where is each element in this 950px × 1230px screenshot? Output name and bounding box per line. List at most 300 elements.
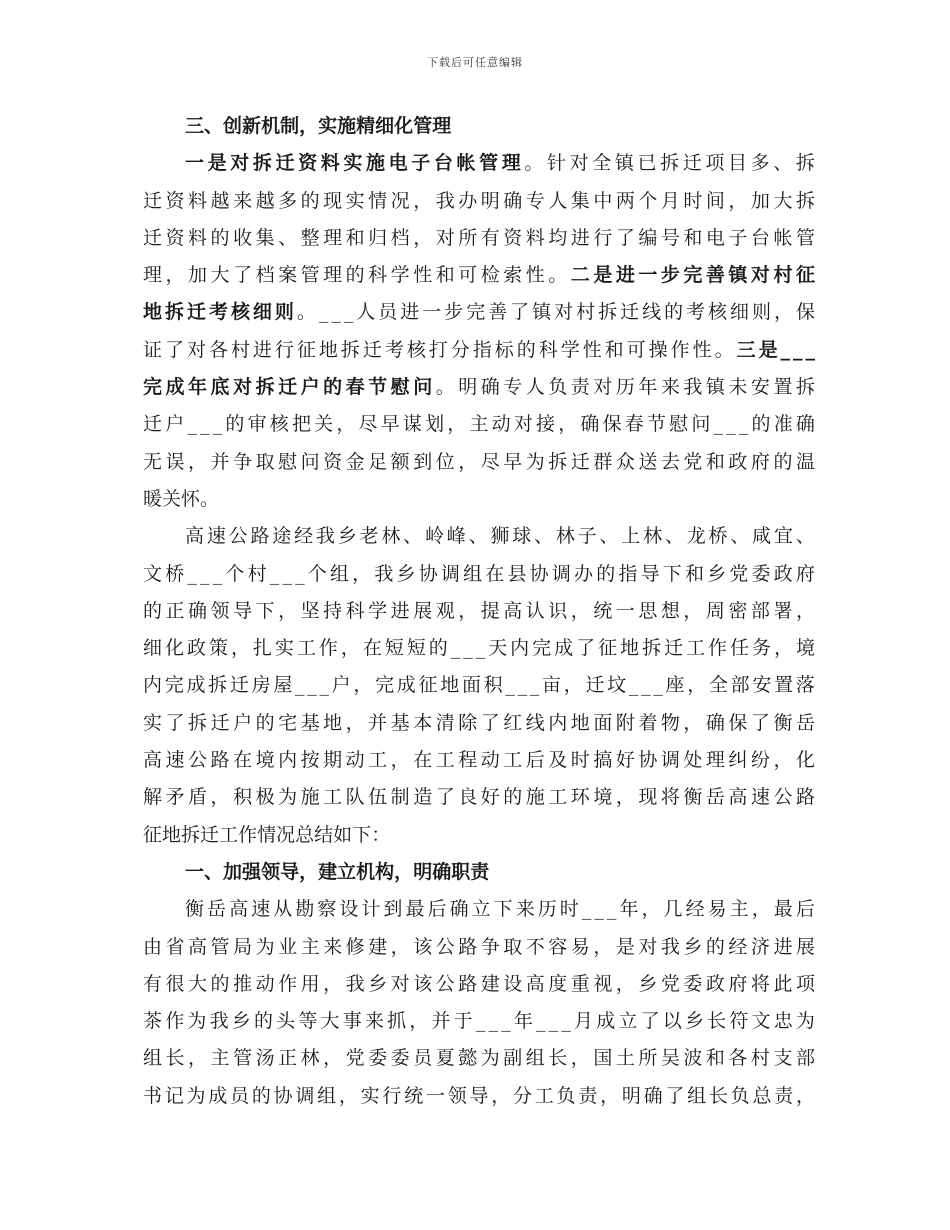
char: 高 <box>185 525 205 548</box>
char: 委 <box>751 562 771 585</box>
char: 行 <box>382 1084 402 1107</box>
char: 龙 <box>686 525 706 548</box>
char: 归 <box>368 226 388 249</box>
char: 并 <box>210 450 230 473</box>
char: 结 <box>314 823 334 846</box>
char: 拆 <box>548 450 568 473</box>
bold-char: 是 <box>593 264 613 287</box>
char: _ <box>713 413 724 436</box>
char: 此 <box>773 972 793 995</box>
bold-char: 理 <box>432 115 452 137</box>
char: 有 <box>143 972 163 995</box>
bold-char: 确 <box>432 860 452 883</box>
char: 未 <box>728 376 748 399</box>
char: 对 <box>186 338 206 361</box>
char: 提 <box>480 599 500 622</box>
char: 乡 <box>396 562 416 585</box>
char: _ <box>331 301 341 324</box>
char: 对 <box>638 935 658 958</box>
char: ， <box>687 674 707 697</box>
char: 下 <box>255 599 275 622</box>
char: 组 <box>143 1047 163 1070</box>
char: 怀 <box>181 487 201 510</box>
char: 性 <box>413 264 433 287</box>
char: 足 <box>368 450 388 473</box>
char: 了 <box>435 786 455 809</box>
char: 历 <box>615 376 635 399</box>
char: _ <box>536 1010 546 1033</box>
char: 主 <box>300 935 320 958</box>
char: 周 <box>705 599 725 622</box>
char: 拆 <box>642 637 662 660</box>
bold-char: 进 <box>615 264 635 287</box>
bold-char: 拆 <box>255 376 275 399</box>
char: 宅 <box>278 711 298 734</box>
char: 迁 <box>210 711 230 734</box>
char: 内 <box>510 637 530 660</box>
bold-char: 立 <box>337 860 357 883</box>
char: 保 <box>795 301 815 324</box>
char: 加 <box>750 189 770 212</box>
char: 和 <box>345 226 365 249</box>
char: 观 <box>435 599 455 622</box>
char: 线 <box>525 711 545 734</box>
char: 台 <box>750 226 770 249</box>
char: 理 <box>323 264 343 287</box>
char: 设 <box>339 898 359 921</box>
char: 现 <box>323 189 343 212</box>
char: 、 <box>795 525 815 548</box>
char: 、 <box>278 226 298 249</box>
char: 迁 <box>200 823 220 846</box>
char: _ <box>726 413 736 436</box>
char: 春 <box>624 413 644 436</box>
char: 学 <box>560 338 580 361</box>
char: 地 <box>440 674 460 697</box>
char: 修 <box>345 935 365 958</box>
char: 党 <box>660 972 680 995</box>
char: 进 <box>390 599 410 622</box>
char: 大 <box>320 1010 340 1033</box>
char: 高 <box>229 898 249 921</box>
char: 为 <box>525 450 545 473</box>
char: _ <box>561 1010 571 1033</box>
char: 文 <box>751 1010 771 1033</box>
bold-char: 料 <box>320 152 340 175</box>
char: 长 <box>548 1047 568 1070</box>
char: 任 <box>730 637 750 660</box>
char: 项 <box>705 152 725 175</box>
char: _ <box>641 674 651 697</box>
char: 桥 <box>165 562 185 585</box>
char: 迁 <box>620 301 640 324</box>
char: 务 <box>752 637 772 660</box>
bold-char: 二 <box>570 264 590 287</box>
char: 狮 <box>490 525 510 548</box>
char: 大 <box>188 972 208 995</box>
char: 准 <box>773 413 793 436</box>
char: 在 <box>485 562 505 585</box>
char: 金 <box>345 450 365 473</box>
char: 本 <box>413 711 433 734</box>
char: 打 <box>428 338 448 361</box>
char: 工 <box>534 1084 554 1107</box>
char: 盾 <box>188 786 208 809</box>
char: 分 <box>450 338 470 361</box>
char: 两 <box>615 189 635 212</box>
bold-char: 迁 <box>275 152 295 175</box>
char: 察 <box>317 898 337 921</box>
char: 标 <box>494 338 514 361</box>
char: ， <box>323 972 343 995</box>
char: 视 <box>593 972 613 995</box>
char: 省 <box>165 935 185 958</box>
bold-char: 镇 <box>728 264 748 287</box>
char: 内 <box>278 749 298 772</box>
char: 并 <box>368 711 388 734</box>
char: 是 <box>615 935 635 958</box>
char: 组 <box>687 1084 707 1107</box>
char: ， <box>345 711 365 734</box>
char: 后 <box>795 898 815 921</box>
char: 年 <box>638 376 658 399</box>
char: 下 <box>493 898 513 921</box>
char: 征 <box>296 338 316 361</box>
bold-char: 责 <box>470 860 490 883</box>
char: 短 <box>384 637 404 660</box>
char: _ <box>529 674 540 697</box>
char: 为 <box>186 1084 206 1107</box>
bold-char: 成 <box>165 376 185 399</box>
bold-char: 核 <box>230 301 250 324</box>
char: 化 <box>795 749 815 772</box>
char: _ <box>475 1010 486 1033</box>
char: 科 <box>345 599 365 622</box>
char: 的 <box>143 599 163 622</box>
char: ， <box>751 898 771 921</box>
bold-char: 细 <box>375 115 395 137</box>
char: _ <box>295 562 305 585</box>
char: 成 <box>186 674 206 697</box>
char: 对 <box>593 376 613 399</box>
bold-char: 对 <box>233 376 253 399</box>
char: 行 <box>593 226 613 249</box>
char: 负 <box>548 376 568 399</box>
char: 署 <box>773 599 793 622</box>
char: 拆 <box>181 823 201 846</box>
char: ， <box>491 1084 511 1107</box>
char: 后 <box>525 749 545 772</box>
char: 导 <box>233 599 253 622</box>
char: ， <box>278 599 298 622</box>
char: 懿 <box>458 1047 478 1070</box>
char: 确 <box>449 898 469 921</box>
char: 内 <box>143 674 163 697</box>
char: 专 <box>525 189 545 212</box>
bold-char: 步 <box>660 264 680 287</box>
char: 性 <box>525 264 545 287</box>
char: 理 <box>705 749 725 772</box>
char: 线 <box>642 301 662 324</box>
char: ， <box>352 562 372 585</box>
char: 安 <box>750 376 770 399</box>
char: 屋 <box>273 674 293 697</box>
char: 拆 <box>660 152 680 175</box>
char: 拆 <box>598 301 618 324</box>
bold-char: 户 <box>300 376 320 399</box>
char: 经 <box>685 898 705 921</box>
text-line <box>143 929 815 966</box>
char: 该 <box>413 935 433 958</box>
char: 子 <box>728 226 748 249</box>
char: 迁 <box>682 152 702 175</box>
char: 理 <box>323 226 343 249</box>
char: 岭 <box>424 525 444 548</box>
char: 红 <box>503 711 523 734</box>
char: 个 <box>225 562 245 585</box>
char: 况 <box>390 189 410 212</box>
char: 调 <box>551 562 571 585</box>
char: 学 <box>368 599 388 622</box>
text-line <box>143 481 815 518</box>
char: ， <box>563 674 583 697</box>
char: 指 <box>472 338 492 361</box>
char: 境 <box>255 749 275 772</box>
text-line <box>143 220 815 257</box>
char: 委 <box>683 972 703 995</box>
char: 展 <box>795 935 815 958</box>
char: 间 <box>705 189 725 212</box>
char: 为 <box>480 1047 500 1070</box>
char: 作 <box>238 823 258 846</box>
char: 镇 <box>614 152 634 175</box>
char: ， <box>795 599 815 622</box>
char: 谋 <box>402 413 422 436</box>
char: 公 <box>435 935 455 958</box>
bold-char: 帐 <box>456 152 476 175</box>
bold-char: _ <box>805 338 815 361</box>
bold-char: 资 <box>298 152 318 175</box>
char: 了 <box>480 711 500 734</box>
char: 拆 <box>208 674 228 697</box>
char: 抓 <box>387 1010 407 1033</box>
char: 路 <box>250 525 270 548</box>
char: ， <box>593 935 613 958</box>
char: 良 <box>458 786 478 809</box>
char: _ <box>307 674 317 697</box>
char: 造 <box>413 786 433 809</box>
char: ， <box>641 898 661 921</box>
char: ， <box>390 749 410 772</box>
char: 办 <box>574 562 594 585</box>
char: 无 <box>143 450 163 473</box>
bold-char: 子 <box>411 152 431 175</box>
char: 了 <box>576 637 596 660</box>
char: 该 <box>413 972 433 995</box>
char: _ <box>606 898 617 921</box>
char: 高 <box>728 786 748 809</box>
bold-char: 施 <box>337 115 357 137</box>
char: 于 <box>453 1010 473 1033</box>
char: 指 <box>618 562 638 585</box>
char: 村 <box>230 338 250 361</box>
char: ， <box>390 935 410 958</box>
char: 、 <box>664 525 684 548</box>
char: 并 <box>431 1010 451 1033</box>
char: 所 <box>638 1047 658 1070</box>
char: 细 <box>143 637 163 660</box>
char: 路 <box>458 972 478 995</box>
char: 想 <box>660 599 680 622</box>
char: 确 <box>705 711 725 734</box>
char: 的 <box>345 264 365 287</box>
char: 乡 <box>638 972 658 995</box>
char: _ <box>200 413 210 436</box>
char: 料 <box>525 226 545 249</box>
text-line <box>143 1040 815 1077</box>
char: 拆 <box>188 711 208 734</box>
char: 有 <box>480 226 500 249</box>
char: 经 <box>294 525 314 548</box>
char: 部 <box>795 1047 815 1070</box>
char: 迁 <box>570 450 590 473</box>
char: 来 <box>233 189 253 212</box>
char: 路 <box>210 749 230 772</box>
char: 完 <box>532 637 552 660</box>
bold-char: 实 <box>343 152 363 175</box>
char: 地 <box>570 711 590 734</box>
bold-char: 三 <box>185 115 205 137</box>
char: _ <box>187 562 197 585</box>
bold-char: 善 <box>705 264 725 287</box>
bold-char: 构 <box>375 860 395 883</box>
char: 的 <box>251 1084 271 1107</box>
char: 为 <box>187 1010 207 1033</box>
char: 展 <box>413 599 433 622</box>
char: 档 <box>390 226 410 249</box>
char: 工 <box>686 637 706 660</box>
char: 施 <box>300 786 320 809</box>
char: 历 <box>537 898 557 921</box>
bold-char: 拆 <box>252 152 272 175</box>
char: 县 <box>507 562 527 585</box>
char: 由 <box>143 935 163 958</box>
char: 思 <box>638 599 658 622</box>
char: 长 <box>708 1084 728 1107</box>
char: 核 <box>269 413 289 436</box>
char: _ <box>475 637 486 660</box>
char: 勘 <box>295 898 315 921</box>
char: 误 <box>165 450 185 473</box>
char: 咸 <box>752 525 772 548</box>
char: 尽 <box>358 413 378 436</box>
char: 清 <box>435 711 455 734</box>
char: _ <box>450 637 461 660</box>
char: 拆 <box>340 338 360 361</box>
char: 公 <box>228 525 248 548</box>
char: 持 <box>323 599 343 622</box>
char: 拆 <box>795 152 815 175</box>
char: 学 <box>390 264 410 287</box>
char: 所 <box>458 226 478 249</box>
char: 党 <box>345 1047 365 1070</box>
char: 短 <box>406 637 426 660</box>
bold-char: 底 <box>210 376 230 399</box>
char: ， <box>458 599 478 622</box>
text-line <box>143 108 815 145</box>
char: 路 <box>795 786 815 809</box>
char: 进 <box>570 226 590 249</box>
char: 我 <box>683 376 703 399</box>
char: 吴 <box>660 1047 680 1070</box>
char: ， <box>458 450 478 473</box>
char: 汤 <box>255 1047 275 1070</box>
char: 集 <box>255 226 275 249</box>
char: _ <box>517 674 528 697</box>
char: ， <box>600 1084 620 1107</box>
char: 密 <box>728 599 748 622</box>
char: 政 <box>705 972 725 995</box>
char: ， <box>615 972 635 995</box>
char: 乡 <box>231 1010 251 1033</box>
bold-char: 台 <box>433 152 453 175</box>
bold-char: 机 <box>261 115 281 137</box>
bold-char: 一 <box>185 860 205 883</box>
char: 调 <box>295 1084 315 1107</box>
char: 房 <box>251 674 271 697</box>
char: 高 <box>525 972 545 995</box>
char: 主 <box>729 898 749 921</box>
char: 争 <box>233 450 253 473</box>
char: 送 <box>638 450 658 473</box>
bold-char: 地 <box>143 301 163 324</box>
char: ， <box>340 637 360 660</box>
char: 对 <box>390 972 410 995</box>
text-line <box>143 966 815 1003</box>
char: 人 <box>548 189 568 212</box>
char: 动 <box>491 413 511 436</box>
bold-char: 理 <box>501 152 521 175</box>
char: 将 <box>750 972 770 995</box>
char: 的 <box>210 972 230 995</box>
char: 情 <box>368 189 388 212</box>
char: 则 <box>752 301 772 324</box>
char: 。 <box>296 301 316 324</box>
text-line <box>143 332 815 369</box>
char: 宜 <box>773 525 793 548</box>
char: 副 <box>503 1047 523 1070</box>
char: 公 <box>188 749 208 772</box>
char: 速 <box>750 786 770 809</box>
char: 成 <box>396 674 416 697</box>
char: 领 <box>210 599 230 622</box>
char: 的 <box>503 786 523 809</box>
char: 作 <box>165 1010 185 1033</box>
char: 、 <box>534 525 554 548</box>
char: 委 <box>368 1047 388 1070</box>
bold-char: 一 <box>185 152 205 175</box>
char: 年 <box>513 1010 533 1033</box>
char: _ <box>187 413 197 436</box>
char: _ <box>318 301 329 324</box>
text-line <box>143 183 815 220</box>
char: 除 <box>458 711 478 734</box>
char: 人 <box>525 376 545 399</box>
char: 号 <box>660 226 680 249</box>
char: 工 <box>368 749 388 772</box>
char: 时 <box>570 749 590 772</box>
char: _ <box>505 674 515 697</box>
